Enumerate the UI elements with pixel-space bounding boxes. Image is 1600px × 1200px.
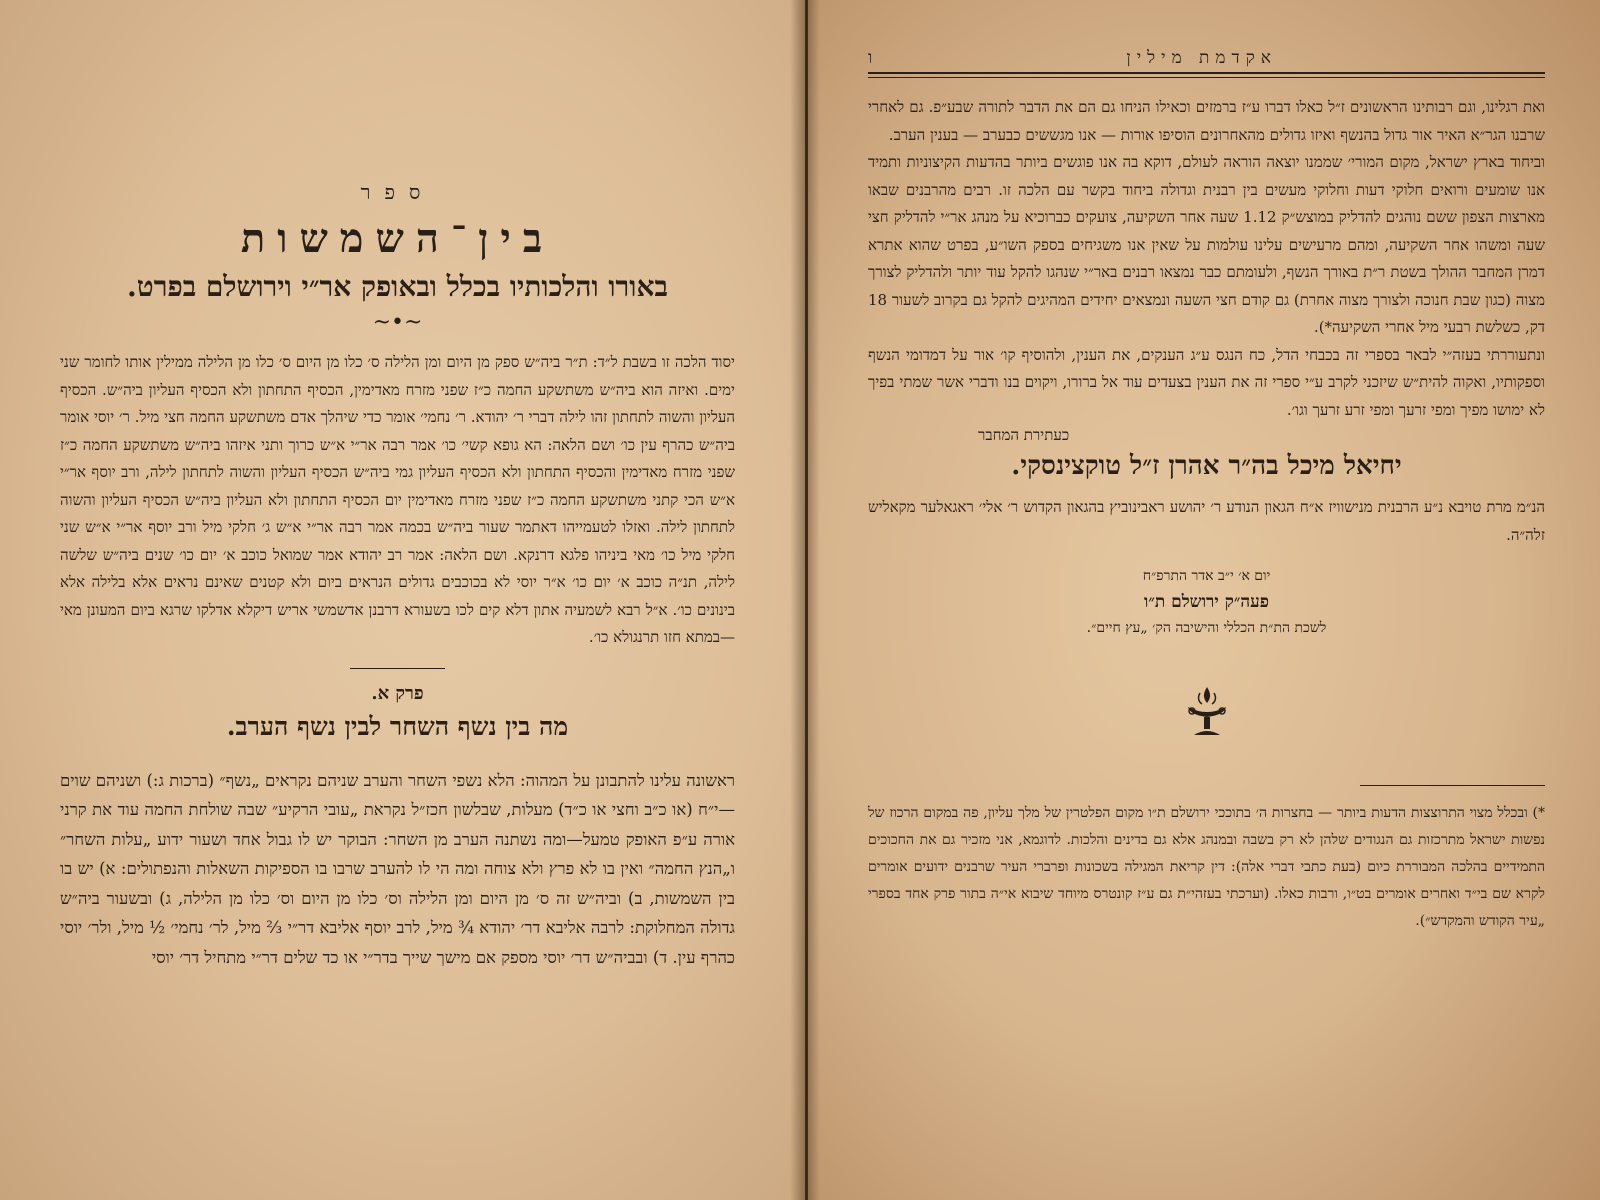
right-page <box>808 0 1600 1200</box>
paragraph-1: ואת רגלינו, וגם רבותינו הראשונים ז״ל כאלו דברו ע״ז ברמזים וכאילו הניחו גם הם את הדבר לתורה שבע״פ. גם לאחרי שרבנו הגר״א האיר אור גדול בהנשף ואיזו גדולים מהאחרונים הוסיפו אורות — אנו מגששים כבערב — בענין הערב. <box>868 98 1545 144</box>
author-name: יחיאל מיכל בה״ר אהרן ז״ל טוקצינסקי. <box>1011 451 1402 481</box>
sefer-label: ספר <box>360 180 435 204</box>
chapter-title: מה בין נשף השחר לבין נשף הערב. <box>226 711 569 741</box>
section-divider <box>350 668 445 669</box>
page-number: ו <box>868 48 879 68</box>
intro-text: יסוד הלכה זו בשבת ל״ד: ת״ר ביה״ש ספק מן היום ומן הלילה ס׳ כלו מן היום ס׳ כלו מן הלילה ממילין אותו לחומר שני ימים. ואיזה הוא ביה״ש משתשקע החמה כ״ז שפני מזרח מאדימין, הכסיף התחתון ולא הכסיף העליון ביה״ש. הכסיף העליון והשוה לתחתון זהו לילה דברי ר׳ יהודא. ר׳ נחמי׳ אומר כדי שיהלך אדם משתשקע החמה חצי מיל. ר׳ יוסי אומר ביה״ש כהרף עין כו׳ ושם הלאה: הא גופא קשי׳ כו׳ אמר רבה אר״י א״ש כרוך ותני איזהו ביה״ש משתשקע החמה כ״ז שפני מזרח מאדימין והכסיף התחתון ולא הכסיף העליון גמי ביה״ש הכסיף העליון והשוה לתחתון לילה, ורב יוסף אר״י א״ש הכי קתני משתשקע החמה כ״ז שפני מזרח מאדימין יום הכסיף התחתון ולא העליון ביה״ש הכסיף העליון והשוה לתחתון לילה. ואזלו לטעמייהו דאתמר שעור ביה״ש בכמה אמר רבה אר״י א״ש ג׳ חלקי מיל ורב יוסף אר״י א״ש שני חלקי מיל כו׳ מאי ביניהו פלגא דרנקא. ושם הלאה: אמר רב יהודא אמר שמואל כוכב א׳ יום כו׳ שנים ביה״ש שלשה לילה, תנ״ה כוכב א׳ יום כו׳ א״ר יוסי לא בכוכבים גדולים הנראים ביום ולא קטנים שאינם נראים אלא בלילה אלא בינונים כו׳. א״ל רבא לשמעיה אתון דלא קים לכו בשעורא דרבנן אדשמשי אריש דיקלא אדלקו שרגא ביום המעונן מאי—במתא חזו תרנגולא כו׳. <box>60 353 735 646</box>
chapter-text: ראשונה עלינו להתבונן על המהוה: הלא נשפי השחר והערב שניהם נקראים „נשף״ (ברכות ג:) ושניהם שוים—י״ח (או כ״ב וחצי או כ״ד) מעלות, שבלשון חכז״ל נקראת „עובי הרקיע״ שבה שולחת החמה עוד את קרני אורה ע״פ האופק טמעל—ומה נשתנה הערב מן השחר: הבוקר יש לו גבול אחד ושעור ידוע „עלות השחר״ ו„הנץ החמה״ ואין בו לא פרץ ולא צוחה ומה הי לו להערב שרבו בו הספיקות השאלות והנפתולים: א) יש בו בין השמשות, ב) וביה״ש זה ס׳ מן היום ומן הלילה וס׳ כלו מן היום וס׳ כלו מן הלילה, ג) ובשעור ביה״ש גדולה המחלוקת: לרבה אליבא דר׳ יהודא ¾ מיל, לרב יוסף אליבא דר״י ⅔ מיל, לר׳ נחמי׳ ½ מיל, ולר׳ יוסי כהרף עין. ד) ובביה״ש דר׳ יוסי מספק אם מישך שייך בדר״י או כד שלים דר״י מתחיל דר׳ יוסי <box>60 770 735 967</box>
chapter-label: פרק א. <box>371 682 424 704</box>
running-header <box>868 48 1545 72</box>
header-rule <box>868 72 1545 78</box>
dedication-text: הנ״מ מרת טויבא נ״ע הרבנית מנישוויז א״ח הגאון הנודע ר׳ יהושע ראבינוביץ בהגאון הקדוש ר׳ אלי׳ ראגאלער מקאליש זלה״ה. <box>868 498 1545 544</box>
paragraph-2: וביחוד בארץ ישראל, מקום המורי׳ שממנו יוצאה הוראה לעולם, דוקא בה אנו פוגשים ביותר בהדעות הקיצוניות ותמיד אנו שומעים ורואים חלוקי דעות וחלוקי מעשים בין רבנית וגדולה ביחוד בקשר עם הלכה זו. רבים מהרבנים שבאו מארצות הצפון ששם נוהגים להדליק במוצש״ק 1.12 שעה אחר השקיעה, צועקים כברוכיא על מנהג אר״י להדליק חצי שעה ומשהו אחר השקיעה, ומהם מרעישים עלינו עולמות על שאין אנו משגיחים בספק השו״ע, בפרט שהוא אתרא דמרן המחבר ההולך בשטת ר״ת באורך הנשף, ולעומתם כבר נמצאו רבנים באר״י שנהגו להקל עוד יותר ולהדליק לצורך מצוה (כגון שבת חנוכה ולצורך מצוה אחרת) גם קודם חצי השעה ונמצאים יחידים המהיגים להקל גם בקרוב לשעור 18 דק, כשלשת רבעי מיל אחרי השקיעה*). <box>868 153 1545 336</box>
lamp-ornament-icon <box>1180 683 1234 741</box>
ornament-divider: ~•~ <box>372 310 423 335</box>
paragraph-3: ונתעוררתי בעזה״י לבאר בספרי זה בכבחי הדל, כח הנגס ע״ג הענקים, את הענין, ולהוסיף קו׳ אור על דמדומי הנשף וספקותיו, ואקוה להית״ש שיזכני לקרב ע״י ספרי זה את הענין בצעדים עוד אל ברורו, ויקוים בנו ודברי אשר שמתי בפיך לא ימושו מפיך ומפי זרעך ומפי זרע זרעך וגו׳. <box>868 345 1545 419</box>
place-date <box>868 563 1545 641</box>
date-line: יום א׳ י״ב אדר התרפ״ח <box>1142 568 1271 584</box>
city-line: פעה״ק ירושלם ת״ו <box>1144 592 1269 612</box>
address-line: לשכת הת״ת הכללי והישיבה הק׳ „עץ חיים״. <box>1086 620 1327 636</box>
book-title: בין־השמשות <box>240 215 555 262</box>
footnote-text: *) ובכלל מצוי התרוצצות הדעות ביותר — בחצרות ה׳ בתוככי ירושלם ת״ו מקום הפלטרין של מלך עליון, פה במקום הרכוז של נפשות ישראל מתרכזות גם הנגודים שלהן לא רק בשבה ובמנהג אלא גם בדינים והלכות. לדוגמא, אני מזכיר גם את החכוכים התמידיים בהלכה המבוררת כיום (בעת כתבי דברי אלה): דין קריאת המגילה בשכונות ופרברי העיר שרבנים ידועים אומרים לקרא שם בי״ד ואחרים אומרים בט״ו, ורבות כאלו. (וערכתי בעזהי״ת גם ע״ז קונטרס מיוחד שיבוא אי״ה בתור פרק אחד בספרי „עיר הקודש והמקדש״). <box>868 805 1545 929</box>
header-title: אקדמת מילין <box>1126 48 1277 68</box>
book-subtitle: באורו והלכותיו בכלל ובאופק אר״י וירושלם בפרט. <box>127 270 668 303</box>
signature-intro: כעתירת המחבר <box>978 426 1070 444</box>
footnote-rule <box>1360 785 1545 786</box>
